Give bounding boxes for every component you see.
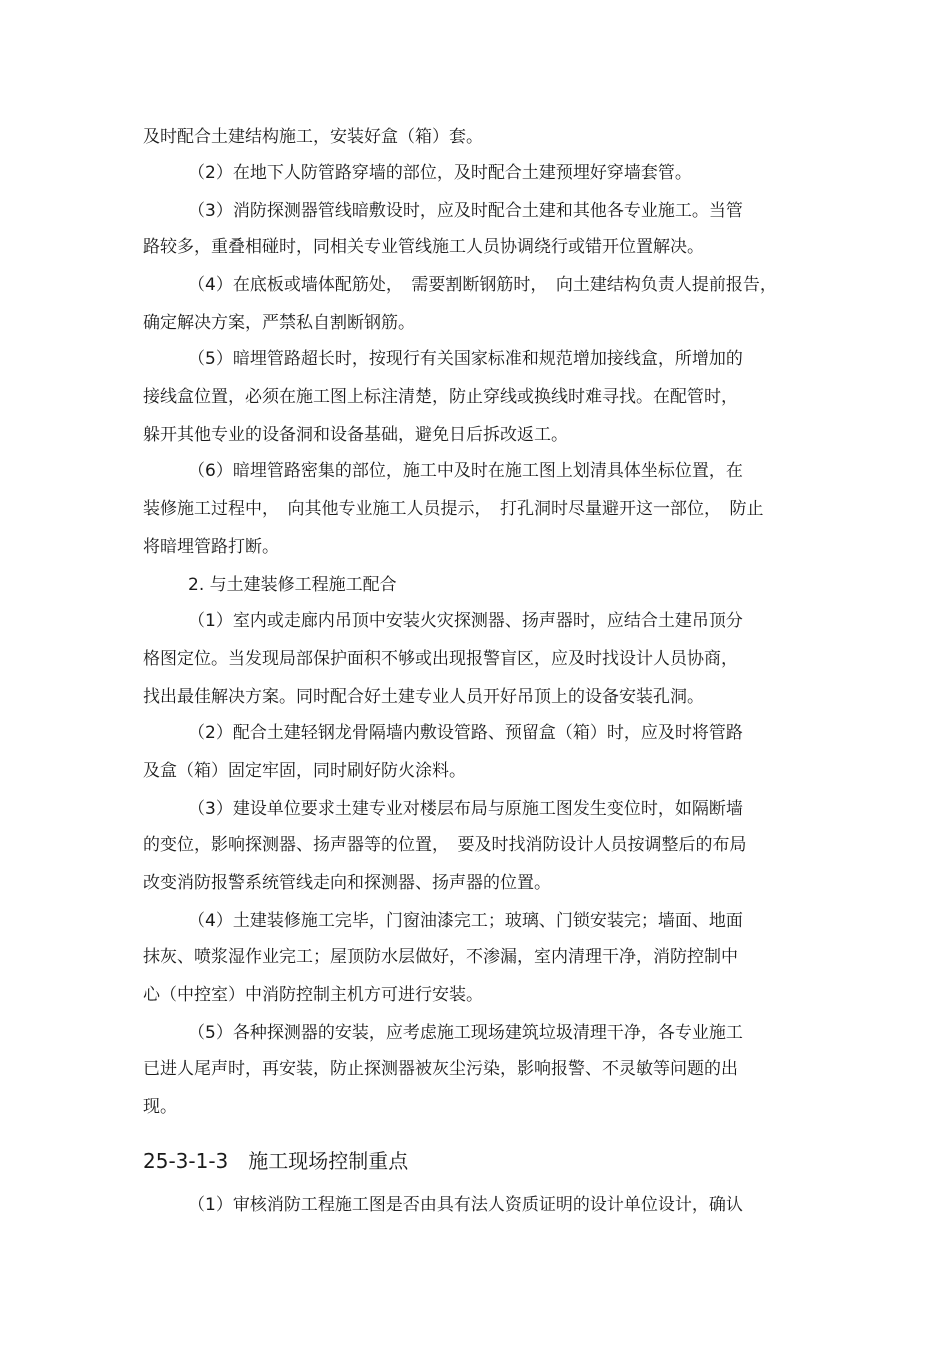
section-heading: 25-3-1-3 施工现场控制重点 [143,1149,409,1173]
text-line: 接线盒位置，必须在施工图上标注清楚，防止穿线或换线时难寻找。在配管时， [143,387,738,407]
text-line: （4）在底板或墙体配筋处， 需要割断钢筋时， 向土建结构负责人提前报告， [188,275,777,295]
text-line: 将暗埋管路打断。 [143,537,279,557]
text-line: 的变位，影响探测器、扬声器等的位置， 要及时找消防设计人员按调整后的布局 [143,835,747,855]
text-line: 现。 [143,1097,177,1117]
text-line: 及时配合土建结构施工，安装好盒（箱）套。 [143,127,483,147]
list-heading: 2. 与土建装修工程施工配合 [188,575,397,595]
text-line: 躲开其他专业的设备洞和设备基础，避免日后拆改返工。 [143,425,568,445]
text-line: 改变消防报警系统管线走向和探测器、扬声器的位置。 [143,873,551,893]
text-line: 装修施工过程中， 向其他专业施工人员提示， 打孔洞时尽量避开这一部位， 防止 [143,499,764,519]
text-line: （1）室内或走廊内吊顶中安装火灾探测器、扬声器时，应结合土建吊顶分 [188,611,743,631]
text-line: （1）审核消防工程施工图是否由具有法人资质证明的设计单位设计，确认 [188,1195,743,1215]
text-line: 心（中控室）中消防控制主机方可进行安装。 [143,985,483,1005]
text-line: （2）在地下人防管路穿墙的部位，及时配合土建预埋好穿墙套管。 [188,163,692,183]
text-line: 及盒（箱）固定牢固，同时刷好防火涂料。 [143,761,466,781]
text-line: （3）消防探测器管线暗敷设时，应及时配合土建和其他各专业施工。当管 [188,201,743,221]
text-line: （6）暗埋管路密集的部位，施工中及时在施工图上划清具体坐标位置，在 [188,461,743,481]
text-line: 路较多，重叠相碰时，同相关专业管线施工人员协调绕行或错开位置解决。 [143,237,704,257]
text-line: （2）配合土建轻钢龙骨隔墙内敷设管路、预留盒（箱）时，应及时将管路 [188,723,743,743]
text-line: 找出最佳解决方案。同时配合好土建专业人员开好吊顶上的设备安装孔洞。 [143,687,704,707]
text-line: （5）暗埋管路超长时，按现行有关国家标准和规范增加接线盒，所增加的 [188,349,743,369]
text-line: 确定解决方案，严禁私自割断钢筋。 [143,313,415,333]
text-line: （4）土建装修施工完毕，门窗油漆完工；玻璃、门锁安装完；墙面、地面 [188,911,743,931]
text-line: 已进人尾声时，再安装，防止探测器被灰尘污染，影响报警、不灵敏等问题的出 [143,1059,738,1079]
text-line: （3）建设单位要求土建专业对楼层布局与原施工图发生变位时，如隔断墙 [188,799,743,819]
text-line: 抹灰、喷浆湿作业完工；屋顶防水层做好，不渗漏，室内清理干净，消防控制中 [143,947,738,967]
text-line: 格图定位。当发现局部保护面积不够或出现报警盲区，应及时找设计人员协商， [143,649,738,669]
text-line: （5）各种探测器的安装，应考虑施工现场建筑垃圾清理干净，各专业施工 [188,1023,743,1043]
